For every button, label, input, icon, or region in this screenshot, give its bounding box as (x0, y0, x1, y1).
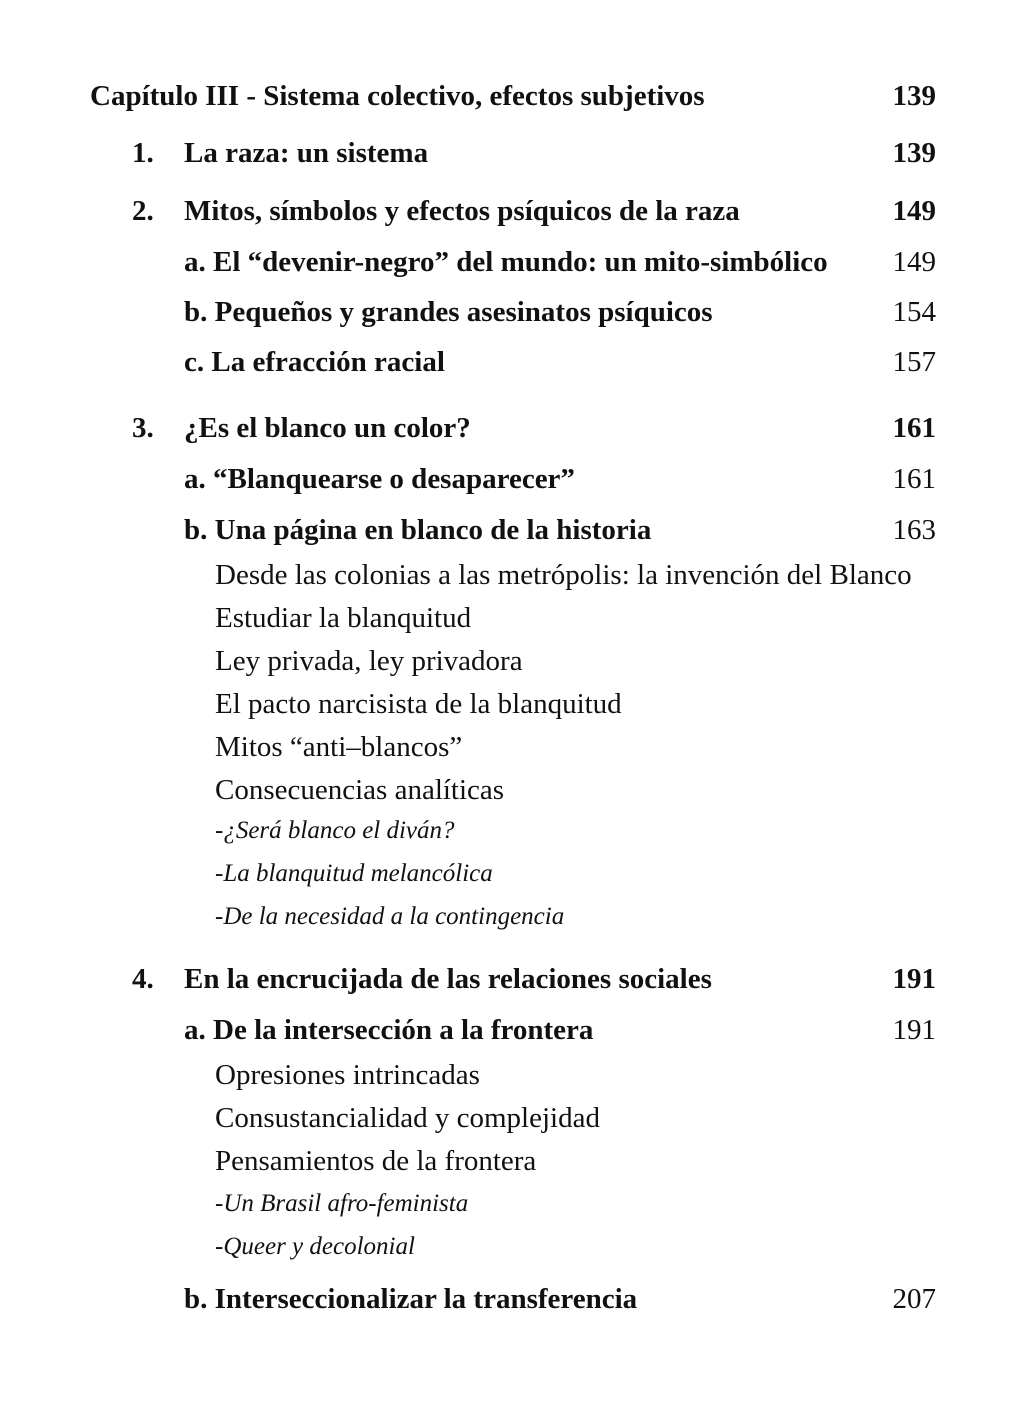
section-3b-title: b. Una página en blanco de la historia (184, 514, 652, 546)
section-2a-title: a. El “devenir-negro” del mundo: un mito-simbólico (184, 246, 828, 278)
section-2c-title: c. La efracción racial (184, 346, 445, 378)
section-3b-subitem: -¿Será blanco el diván? (215, 817, 455, 844)
section-2b-title: b. Pequeños y grandes asesinatos psíquicos (184, 296, 713, 328)
section-3b-item: Ley privada, ley privadora (215, 645, 523, 677)
section-2b-page: 154 (892, 296, 936, 328)
section-4a-title: a. De la intersección a la frontera (184, 1014, 594, 1046)
chapter-page: 139 (892, 80, 936, 112)
section-4a-item: Pensamientos de la frontera (215, 1145, 537, 1177)
chapter-title: Capítulo III - Sistema colectivo, efectos subjetivos (90, 80, 705, 112)
section-2a-page: 149 (892, 246, 936, 278)
section-2-title: Mitos, símbolos y efectos psíquicos de la raza (184, 195, 740, 227)
section-4-number: 4. (132, 963, 154, 995)
section-3b-item: Consecuencias analíticas (215, 774, 505, 806)
section-4-page: 191 (892, 963, 936, 995)
section-4b-page: 207 (892, 1283, 936, 1315)
section-3a-title: a. “Blanquearse o desaparecer” (184, 463, 575, 495)
section-2-number: 2. (132, 195, 154, 227)
section-3b-subitem: -De la necesidad a la contingencia (215, 903, 565, 930)
section-3b-page: 163 (892, 514, 936, 546)
section-4b-title: b. Interseccionalizar la transferencia (184, 1283, 638, 1315)
section-3-number: 3. (132, 412, 154, 444)
section-4a-item: Opresiones intrincadas (215, 1059, 480, 1091)
section-3-title: ¿Es el blanco un color? (184, 412, 471, 444)
section-3b-item: Estudiar la blanquitud (215, 602, 472, 634)
section-2-page: 149 (892, 195, 936, 227)
section-3b-subitem: -La blanquitud melancólica (215, 860, 493, 887)
section-3b-item: El pacto narcisista de la blanquitud (215, 688, 622, 720)
section-4-title: En la encrucijada de las relaciones sociales (184, 963, 712, 995)
section-4a-page: 191 (892, 1014, 936, 1046)
section-1-page: 139 (892, 137, 936, 169)
section-1-number: 1. (132, 137, 154, 169)
section-4a-item: Consustancialidad y complejidad (215, 1102, 600, 1134)
section-3-page: 161 (892, 412, 936, 444)
section-3b-item: Desde las colonias a las metrópolis: la invención del Blanco (215, 559, 912, 591)
section-4a-subitem: -Queer y decolonial (215, 1233, 415, 1260)
section-1-title: La raza: un sistema (184, 137, 429, 169)
section-4a-subitem: -Un Brasil afro-feminista (215, 1190, 469, 1217)
section-3b-item: Mitos “anti–blancos” (215, 731, 463, 763)
section-3a-page: 161 (892, 463, 936, 495)
section-2c-page: 157 (892, 346, 936, 378)
